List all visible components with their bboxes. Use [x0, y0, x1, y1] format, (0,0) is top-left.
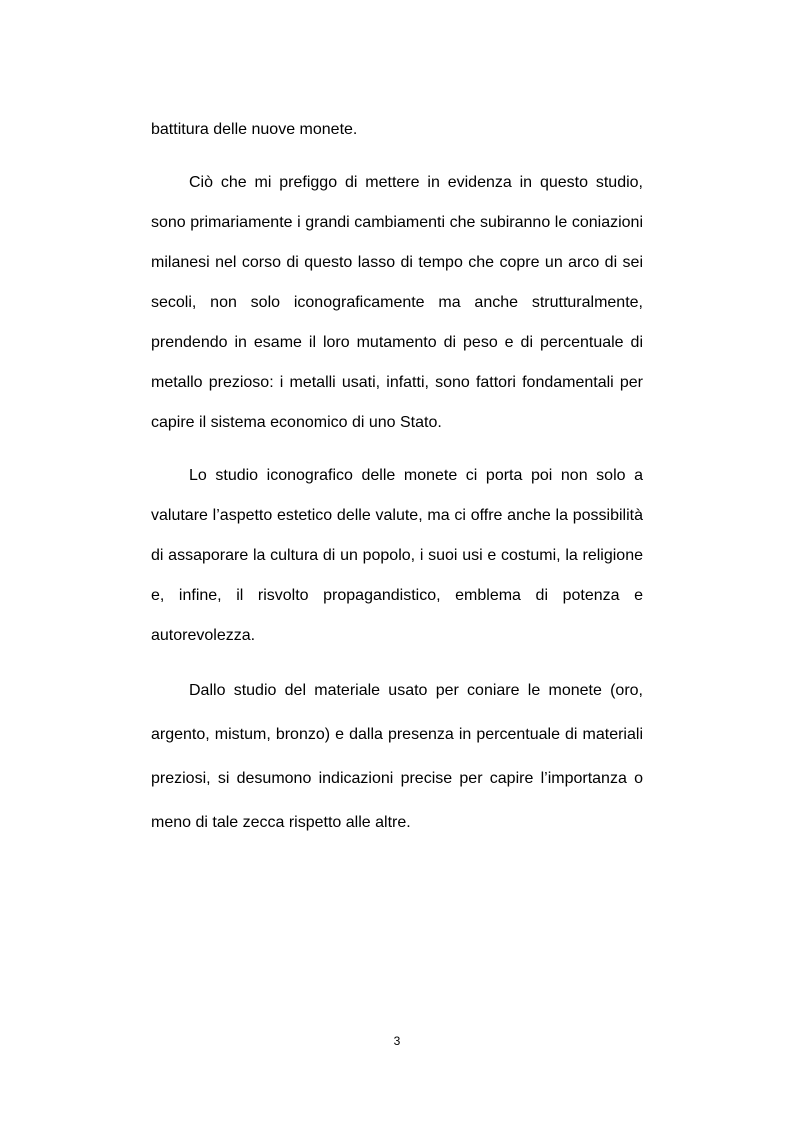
page-number: 3: [393, 1034, 401, 1048]
body-text: [151, 110, 643, 845]
paragraph-iconography: Lo studio iconografico delle monete ci porta poi non solo a valutare l’aspetto estetico delle valute, ma ci offre anche la possibilità di assaporare la cultura di un popolo, i suoi usi e costumi, la religione e, infine, il risvolto propagandistico, emblema di potenza e autorevolezza.: [151, 467, 643, 644]
paragraph-study-aims: Ciò che mi prefiggo di mettere in evidenza in questo studio, sono primariamente i grandi cambiamenti che subiranno le coniazioni milanesi nel corso di questo lasso di tempo che copre un arco di sei secoli, non solo iconograficamente ma anche strutturalmente, prendendo in esame il loro mutamento di peso e di percentuale di metallo prezioso: i metalli usati, infatti, sono fattori fondamentali per capire il sistema economico di uno Stato.: [151, 174, 643, 431]
paragraph-continuation: battitura delle nuove monete.: [151, 121, 358, 138]
paragraph-materials: Dallo studio del materiale usato per coniare le monete (oro, argento, mistum, bronzo) e dalla presenza in percentuale di materiali preziosi, si desumono indicazioni precise per capire l’importanza o meno di tale zecca rispetto alle altre.: [151, 682, 643, 831]
